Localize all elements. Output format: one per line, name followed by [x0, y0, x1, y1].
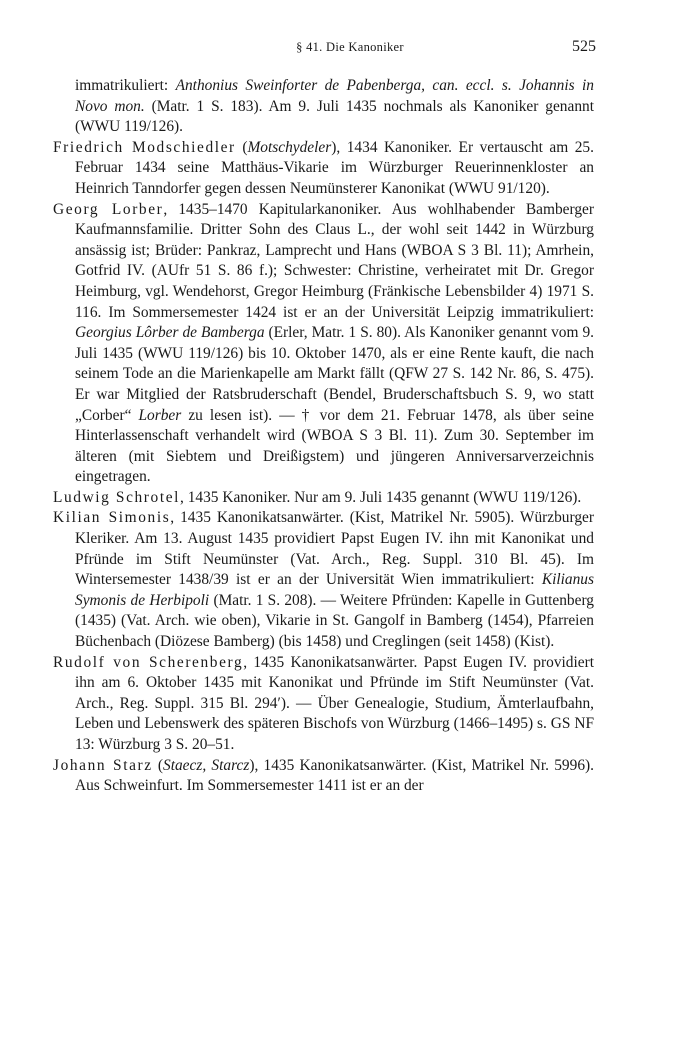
person-name: Kilian Simonis — [53, 509, 171, 527]
register-entry — [53, 488, 594, 509]
person-name: Johann Starz — [53, 756, 153, 774]
register-entry — [53, 138, 594, 200]
italic-citation: Kilianus Symonis de Herbipoli — [75, 571, 594, 609]
entry-text: (Matr. 1 S. 208). — Weitere Pfründen: Kapelle in Guttenberg (1435) (Vat. Arch. wie oben), Vikarie in St. Gangolf in Bamberg (1454), Pfarreien Büchenbach (Diözese Bamberg) (bis 1458) und Creglingen (seit 1458) (Kist). — [75, 591, 594, 651]
page-header — [0, 40, 700, 64]
entry-text: ( — [235, 138, 248, 156]
entry-text: ( — [152, 756, 164, 774]
entry-text: zu lesen ist). — † vor dem 21. Februar 1478, als über seine Hinterlassenschaft verhandelt wird (WBOA S 3 Bl. 11). Zum 30. September im älteren (mit Siebtem und Dreißigstem) und jüngeren Anniversarverzeichnis eingetragen. — [75, 406, 594, 486]
person-name: Georg Lorber — [53, 200, 164, 218]
register-entry — [53, 508, 594, 652]
register-entry — [53, 653, 594, 756]
entry-text: ), 1434 Kanoniker. Er vertauscht am 25. Februar 1434 seine Matthäus-Vikarie im Würzburger Reuerinnenkloster an Heinrich Tanndorfer gegen dessen Neumünsterer Kanonikat (WWU 91/120). — [75, 138, 594, 197]
register-entry — [53, 200, 594, 488]
italic-citation: Staecz, Starcz — [163, 756, 250, 774]
italic-citation: Anthonius Sweinforter de Pabenberga, can. eccl. s. Johannis in Novo mon. — [75, 77, 594, 115]
entry-text: immatrikuliert: — [75, 77, 176, 94]
person-name: Friedrich Modschiedler — [53, 138, 236, 156]
running-title: § 41. Die Kanoniker — [296, 40, 404, 54]
entry-text: , 1435 Kanonikatsanwärter. (Kist, Matrikel Nr. 5905). Würzburger Kleriker. Am 13. August 1435 providiert Papst Eugen IV. ihn mit Kanonikat und Pfründe im Stift Neumünster (Vat. Arch., Reg. Suppl. 310 Bl. 45). Im Wintersemester 1438/39 ist er an der Universität Wien immatrikuliert: — [75, 509, 594, 589]
italic-citation: Motschydeler — [247, 138, 332, 156]
entry-text: , 1435 Kanoniker. Nur am 9. Juli 1435 genannt (WWU 119/126). — [180, 488, 582, 506]
person-name: Rudolf von Scherenberg — [53, 653, 244, 671]
page-body — [53, 76, 594, 797]
entry-text: , 1435 Kanonikatsanwärter. Papst Eugen IV. providiert ihn am 6. Oktober 1435 mit Kanonikat und Pfründe im Stift Neumünster (Vat. Arch., Reg. Suppl. 315 Bl. 294′). — Über Genealogie, Studium, Ämterlaufbahn, Leben und Lebenswerk des späteren Bischofs von Würzburg (1466–1495) s. GS NF 13: Würzburg 3 S. 20–51. — [75, 653, 594, 753]
entry-text: (Matr. 1 S. 183). Am 9. Juli 1435 nochmals als Kanoniker genannt (WWU 119/126). — [75, 97, 594, 136]
entry-text: , 1435–1470 Kapitularkanoniker. Aus wohlhabender Bamberger Kaufmannsfamilie. Dritter Sohn des Claus L., der wohl seit 1442 in Würzburg ansässig ist; Brüder: Pankraz, Lamprecht und Hans (WBOA S 3 Bl. 11); Amrhein, Gotfrid IV. (AUfr 51 S. 86 f.); Schwester: Christine, verheiratet mit Dr. Gregor Heimburg, vgl. Wendehorst, Gregor Heimburg (Fränkische Lebensbilder 4) 1971 S. 116. Im Sommersemester 1424 ist er an der Universität Leipzig immatrikuliert: — [75, 200, 594, 321]
entry-text: (Erler, Matr. 1 S. 80). Als Kanoniker genannt vom 9. Juli 1435 (WWU 119/126) bis 10. Oktober 1470, als er eine Rente kauft, die nach seinem Tode an die Marienkapelle am Markt fällt (QFW 27 S. 142 Nr. 86, S. 475). Er war Mitglied der Ratsbruderschaft (Bendel, Bruderschaftsbuch S. 9, wo statt „Corber“ — [75, 324, 594, 424]
page-number: 525 — [572, 38, 596, 55]
italic-citation: Georgius Lôrber de Bamberga — [75, 324, 265, 342]
person-name: Ludwig Schrotel — [53, 488, 181, 506]
entry-text: ), 1435 Kanonikatsanwärter. (Kist, Matrikel Nr. 5996). Aus Schweinfurt. Im Sommersemester 1411 ist er an der — [75, 756, 594, 795]
entry-continuation — [53, 76, 594, 138]
italic-citation: Lorber — [138, 406, 182, 424]
register-entry — [53, 756, 594, 797]
